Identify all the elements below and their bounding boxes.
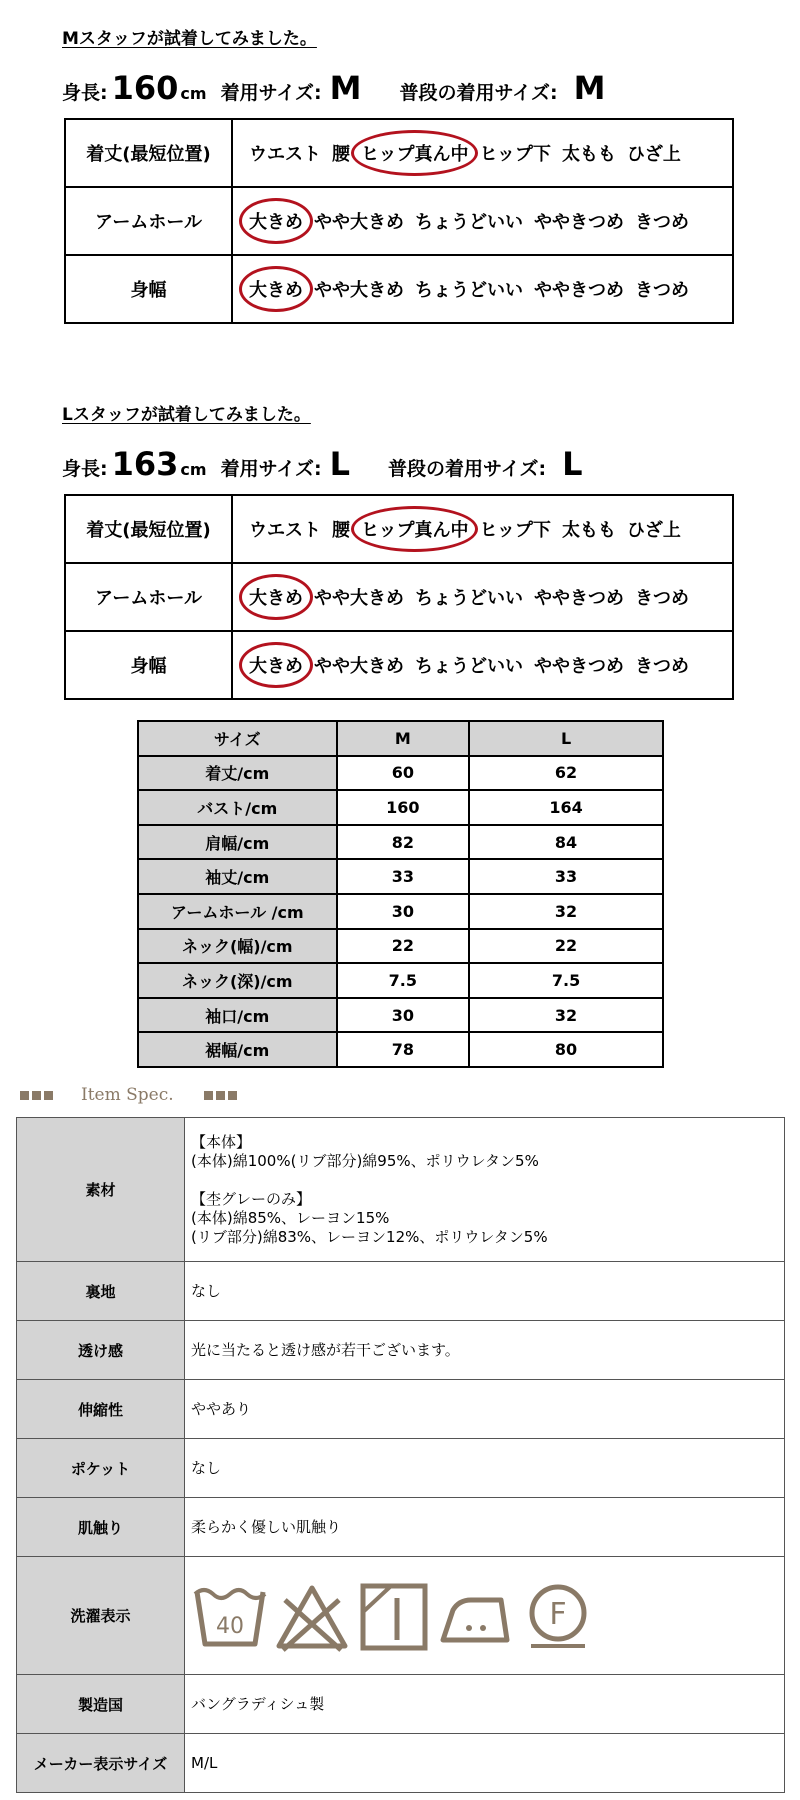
usual-size-value: M (573, 69, 606, 107)
fit-option-selected: 大きめ (249, 652, 303, 678)
material-line (191, 1171, 784, 1190)
size-row-label: 袖口/cm (138, 998, 337, 1033)
fit-row-options (232, 119, 733, 187)
fit-row (65, 187, 733, 255)
square-icon (216, 1091, 225, 1100)
wear-size-value: M (329, 69, 362, 107)
size-header-cell: サイズ (138, 721, 337, 756)
size-table (137, 720, 664, 1068)
size-row-label: ネック(幅)/cm (138, 929, 337, 964)
fit-option-selected: ヒップ真ん中 (361, 516, 468, 542)
fit-option: きつめ (635, 656, 689, 677)
fit-option: きつめ (635, 588, 689, 609)
spec-label: 肌触り (17, 1498, 185, 1557)
square-icon (20, 1091, 29, 1100)
size-table-header (138, 721, 663, 756)
fit-option: ヒップ下 (479, 520, 551, 541)
fit-option: ややきつめ (534, 588, 624, 609)
fit-option: ひざ上 (626, 144, 681, 165)
fit-option: 太もも (561, 144, 616, 165)
spec-label: 洗濯表示 (17, 1557, 185, 1675)
trial-m-measurements (62, 69, 742, 107)
spec-label: 素材 (17, 1118, 185, 1262)
spec-value: 柔らかく優しい肌触り (185, 1498, 785, 1557)
fit-row (65, 495, 733, 563)
square-icon (204, 1091, 213, 1100)
usual-size-label: 普段の着用サイズ: (388, 458, 547, 480)
trial-l-measurements (62, 445, 742, 483)
fit-option: やや大きめ (314, 656, 404, 677)
size-row-label: 袖丈/cm (138, 859, 337, 894)
spec-label: メーカー表示サイズ (17, 1734, 185, 1793)
usual-size-label: 普段の着用サイズ: (399, 82, 558, 104)
size-row-label: 裾幅/cm (138, 1032, 337, 1067)
spec-label: 裏地 (17, 1262, 185, 1321)
size-table-row (138, 929, 663, 964)
fit-option: ひざ上 (626, 520, 681, 541)
size-row-label: バスト/cm (138, 790, 337, 825)
spec-row (17, 1380, 785, 1439)
spec-value (185, 1118, 785, 1262)
fit-row (65, 119, 733, 187)
fit-option: 腰 (332, 520, 350, 541)
spec-label: 伸縮性 (17, 1380, 185, 1439)
fit-row-header: 身幅 (65, 631, 232, 699)
size-row-label: 肩幅/cm (138, 825, 337, 860)
height-unit: cm (180, 84, 207, 103)
care-symbols (185, 1557, 785, 1675)
size-header-cell: M (337, 721, 470, 756)
trial-l-title: Lスタッフが試着してみました。 (62, 405, 311, 425)
wear-size-value: L (329, 445, 351, 483)
fit-row (65, 255, 733, 323)
fit-row-options (232, 187, 733, 255)
fit-row-header: アームホール (65, 563, 232, 631)
wear-size-label: 着用サイズ: (220, 82, 322, 104)
usual-size-value: L (562, 445, 583, 483)
spec-row-material (17, 1118, 785, 1262)
spec-value: 光に当たると透け感が若干ございます。 (185, 1321, 785, 1380)
fit-row-options (232, 563, 733, 631)
fit-option: やや大きめ (314, 588, 404, 609)
spec-label: 透け感 (17, 1321, 185, 1380)
fit-row-options (232, 631, 733, 699)
fit-option-selected: ヒップ真ん中 (361, 140, 468, 166)
fit-row-header: 着丈(最短位置) (65, 119, 232, 187)
fit-row-options (232, 495, 733, 563)
size-value: 78 (337, 1032, 470, 1067)
spec-row-care (17, 1557, 785, 1675)
fit-row (65, 563, 733, 631)
spec-label: 製造国 (17, 1675, 185, 1734)
size-value: 22 (469, 929, 663, 964)
material-line: (リブ部分)綿83%、レーヨン12%、ポリウレタン5% (191, 1227, 548, 1246)
material-line: 【杢グレーのみ】 (191, 1189, 312, 1208)
fit-option-selected: 大きめ (249, 208, 303, 234)
fit-option: ややきつめ (534, 280, 624, 301)
fit-row-options (232, 255, 733, 323)
trial-m-title: Mスタッフが試着してみました。 (62, 29, 317, 49)
fit-option: ややきつめ (534, 656, 624, 677)
line-dry-shade-icon (357, 1580, 431, 1652)
fit-option: ヒップ下 (479, 144, 551, 165)
fit-option: ちょうどいい (415, 588, 523, 609)
spec-value: ややあり (185, 1380, 785, 1439)
fit-option: ややきつめ (534, 212, 624, 233)
square-icon (228, 1091, 237, 1100)
fit-option: ウエスト (249, 144, 321, 165)
size-value: 62 (469, 756, 663, 791)
material-line: (本体)綿100%(リブ部分)綿95%、ポリウレタン5% (191, 1151, 539, 1170)
wash-40-icon (193, 1580, 267, 1652)
item-spec-title: Item Spec. (81, 1085, 174, 1105)
svg-text:40: 40 (216, 1613, 244, 1639)
fit-option-selected: 大きめ (249, 276, 303, 302)
fit-option: 腰 (332, 144, 350, 165)
size-value: 30 (337, 894, 470, 929)
spec-label: ポケット (17, 1439, 185, 1498)
fit-option-selected: 大きめ (249, 584, 303, 610)
size-value: 33 (469, 859, 663, 894)
dry-clean-f-icon (521, 1580, 595, 1652)
iron-medium-icon (439, 1580, 513, 1652)
size-row-label: 着丈/cm (138, 756, 337, 791)
size-value: 82 (337, 825, 470, 860)
material-line: (本体)綿85%、レーヨン15% (191, 1208, 390, 1227)
size-value: 80 (469, 1032, 663, 1067)
fit-row-header: 着丈(最短位置) (65, 495, 232, 563)
height-label: 身長: (62, 458, 108, 480)
trial-l-fit-table (64, 494, 734, 700)
fit-row (65, 631, 733, 699)
size-header-cell: L (469, 721, 663, 756)
square-icon (44, 1091, 53, 1100)
size-table-row (138, 894, 663, 929)
size-table-row (138, 859, 663, 894)
material-line: 【本体】 (191, 1132, 252, 1151)
fit-option: ちょうどいい (415, 656, 523, 677)
fit-option: やや大きめ (314, 212, 404, 233)
spec-value: M/L (185, 1734, 785, 1793)
spec-row (17, 1675, 785, 1734)
size-value: 32 (469, 894, 663, 929)
size-table-row (138, 963, 663, 998)
spec-row (17, 1321, 785, 1380)
item-spec-header (20, 1085, 240, 1105)
size-table-row (138, 1032, 663, 1067)
height-label: 身長: (62, 82, 108, 104)
spec-row (17, 1498, 785, 1557)
size-table-row (138, 825, 663, 860)
no-bleach-icon (275, 1580, 349, 1652)
spec-value: バングラディシュ製 (185, 1675, 785, 1734)
svg-text:F: F (549, 1596, 567, 1632)
size-value: 22 (337, 929, 470, 964)
square-icon (32, 1091, 41, 1100)
trial-m-section (62, 24, 742, 107)
trial-l-section (62, 400, 742, 483)
wear-size-label: 着用サイズ: (220, 458, 322, 480)
size-value: 30 (337, 998, 470, 1033)
fit-option: 太もも (561, 520, 616, 541)
spec-row (17, 1262, 785, 1321)
fit-option: きつめ (635, 212, 689, 233)
size-value: 84 (469, 825, 663, 860)
size-value: 7.5 (469, 963, 663, 998)
size-table-row (138, 756, 663, 791)
size-table-row (138, 998, 663, 1033)
fit-row-header: 身幅 (65, 255, 232, 323)
fit-option: ウエスト (249, 520, 321, 541)
fit-option: ちょうどいい (415, 212, 523, 233)
fit-row-header: アームホール (65, 187, 232, 255)
spec-row (17, 1439, 785, 1498)
spec-value: なし (185, 1439, 785, 1498)
size-value: 160 (337, 790, 470, 825)
size-value: 7.5 (337, 963, 470, 998)
size-value: 164 (469, 790, 663, 825)
size-table-row (138, 790, 663, 825)
size-value: 32 (469, 998, 663, 1033)
fit-option: ちょうどいい (415, 280, 523, 301)
height-unit: cm (180, 460, 207, 479)
fit-option: やや大きめ (314, 280, 404, 301)
size-value: 60 (337, 756, 470, 791)
trial-m-fit-table (64, 118, 734, 324)
height-value: 163 (111, 445, 179, 483)
height-value: 160 (111, 69, 179, 107)
item-spec-table (16, 1117, 785, 1793)
spec-value: なし (185, 1262, 785, 1321)
size-value: 33 (337, 859, 470, 894)
size-row-label: ネック(深)/cm (138, 963, 337, 998)
spec-row (17, 1734, 785, 1793)
size-row-label: アームホール /cm (138, 894, 337, 929)
fit-option: きつめ (635, 280, 689, 301)
